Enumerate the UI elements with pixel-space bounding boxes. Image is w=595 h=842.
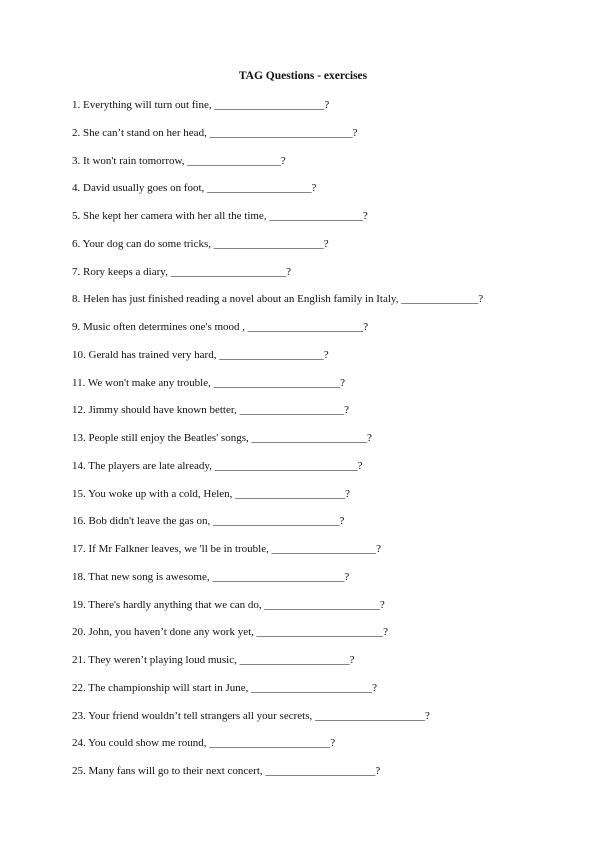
question-item-4: 4. David usually goes on foot, ___________________? — [72, 182, 317, 195]
question-item-6: 6. Your dog can do some tricks, ____________________? — [72, 237, 329, 250]
question-item-10: 10. Gerald has trained very hard, ___________________? — [72, 348, 329, 361]
question-item-19: 19. There's hardly anything that we can do, _____________________? — [72, 598, 385, 611]
question-item-7: 7. Rory keeps a diary, _____________________? — [72, 265, 291, 278]
question-item-13: 13. People still enjoy the Beatles' songs, _____________________? — [72, 432, 372, 444]
question-item-5: 5. She kept her camera with her all the time, _________________? — [72, 210, 368, 222]
question-item-8: 8. Helen has just finished reading a novel about an English family in Italy, ______________? — [72, 293, 484, 306]
question-item-24: 24. You could show me round, ______________________? — [72, 737, 336, 750]
question-item-1: 1. Everything will turn out fine, ____________________? — [72, 99, 330, 111]
question-item-21: 21. They weren’t playing loud music, ____________________? — [72, 654, 355, 666]
question-item-15: 15. You woke up with a cold, Helen, ____________________? — [72, 487, 351, 500]
question-item-23: 23. Your friend wouldn’t tell strangers all your secrets, ____________________? — [72, 709, 430, 722]
question-item-16: 16. Bob didn't leave the gas on, _______________________? — [72, 515, 345, 528]
question-item-20: 20. John, you haven’t done any work yet, _______________________? — [72, 626, 389, 639]
question-item-12: 12. Jimmy should have known better, ___________________? — [72, 404, 349, 417]
question-item-9: 9. Music often determines one's mood , _____________________? — [72, 321, 369, 333]
question-item-18: 18. That new song is awesome, ________________________? — [72, 570, 350, 583]
question-item-3: 3. It won't rain tomorrow, _________________? — [72, 154, 286, 167]
question-item-25: 25. Many fans will go to their next concert, ____________________? — [72, 765, 381, 777]
worksheet-title: TAG Questions - exercises — [238, 70, 368, 82]
question-item-11: 11. We won't make any trouble, _______________________? — [72, 376, 346, 389]
question-item-22: 22. The championship will start in June, ______________________? — [72, 681, 378, 694]
question-item-17: 17. If Mr Falkner leaves, we 'll be in trouble, ___________________? — [72, 543, 382, 555]
question-item-14: 14. The players are late already, __________________________? — [72, 459, 363, 472]
question-item-2: 2. She can’t stand on her head, __________________________? — [72, 126, 358, 139]
question-list — [72, 98, 592, 792]
